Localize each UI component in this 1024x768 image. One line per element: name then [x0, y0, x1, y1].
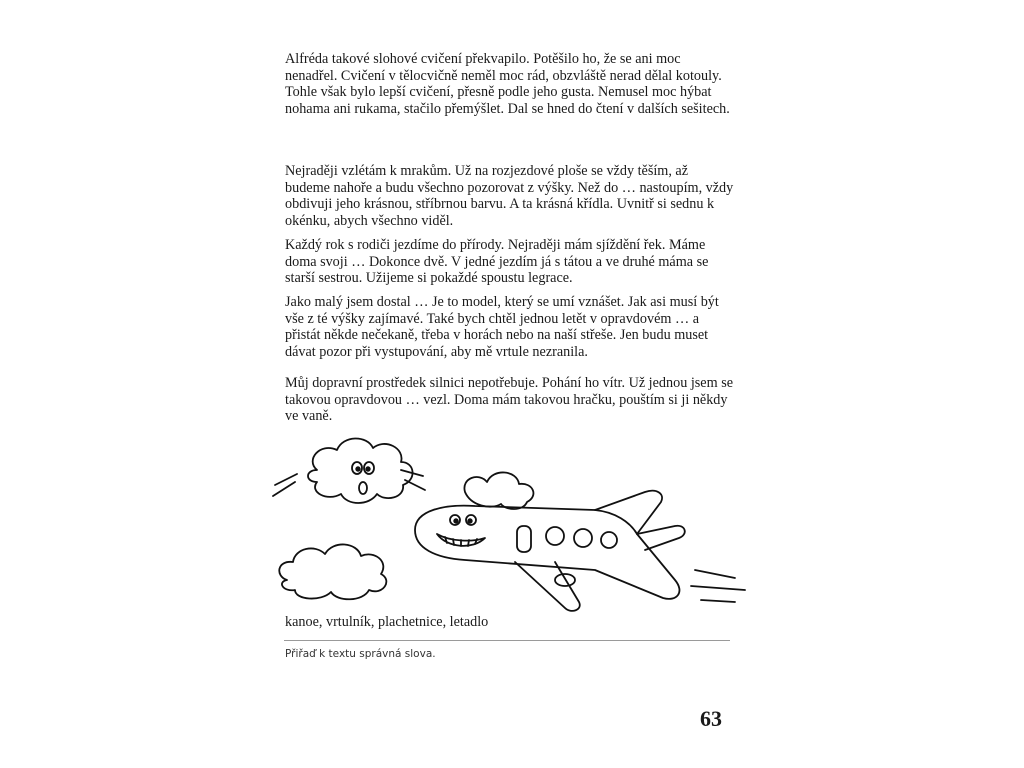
airplane-icon	[415, 491, 685, 611]
airplane-clouds-illustration	[265, 430, 755, 615]
riddle-paragraph-airplane: Nejraději vzlétám k mrakům. Už na rozjezdové ploše se vždy těším, až budeme nahoře a budu všechno pozorovat z výšky. Než do … nastoupím, vždy obdivuji jeho krásnou, stříbrnou barvu. A ta krásná křídla. Uvnitř si sednu k okénku, abych všechno viděl.	[285, 163, 734, 229]
intro-paragraph: Alfréda takové slohové cvičení překvapilo. Potěšilo ho, že se ani moc nenadřel. Cvičení v tělocvičně neměl moc rád, obzvláště nerad dělal kotouly. Tohle však bylo lepší cvičení, přesně podle jeho gusta. Nemusel moc hýbat nohama ani rukama, stačilo přemýšlet. Dal se hned do čtení v dalších sešitech.	[285, 51, 730, 117]
riddle-paragraph-helicopter: Jako malý jsem dostal … Je to model, který se umí vznášet. Jak asi musí být vše z té výšky zajímavé. Také bych chtěl jednou letět v opravdovém … a přistát někde nečekaně, třeba v horách nebo na naší střeše. Jen budu muset dávat pozor při vystupování, aby mě vrtule nezranila.	[285, 294, 719, 360]
page-number: 63	[700, 706, 722, 731]
cloud-icon	[279, 544, 386, 599]
riddle-paragraph-sailboat: Můj dopravní prostředek silnici nepotřebuje. Pohání ho vítr. Už jednou jsem se takovou opravdovou … vezl. Doma mám takovou hračku, pouštím si ji někdy ve vaně.	[285, 375, 734, 425]
cloud-icon	[464, 472, 533, 509]
word-bank: kanoe, vrtulník, plachetnice, letadlo	[285, 614, 489, 630]
task-instruction: Přiřaď k textu správná slova.	[285, 648, 436, 660]
riddle-paragraph-canoe: Každý rok s rodiči jezdíme do přírody. Nejraději mám sjíždění řek. Máme doma svoji … Dokonce dvě. V jedné jezdím já s tátou a ve druhé máma se starší sestrou. Užijeme si pokaždé spoustu legrace.	[285, 237, 709, 287]
divider	[284, 640, 730, 641]
smiling-cloud-icon	[273, 438, 425, 503]
